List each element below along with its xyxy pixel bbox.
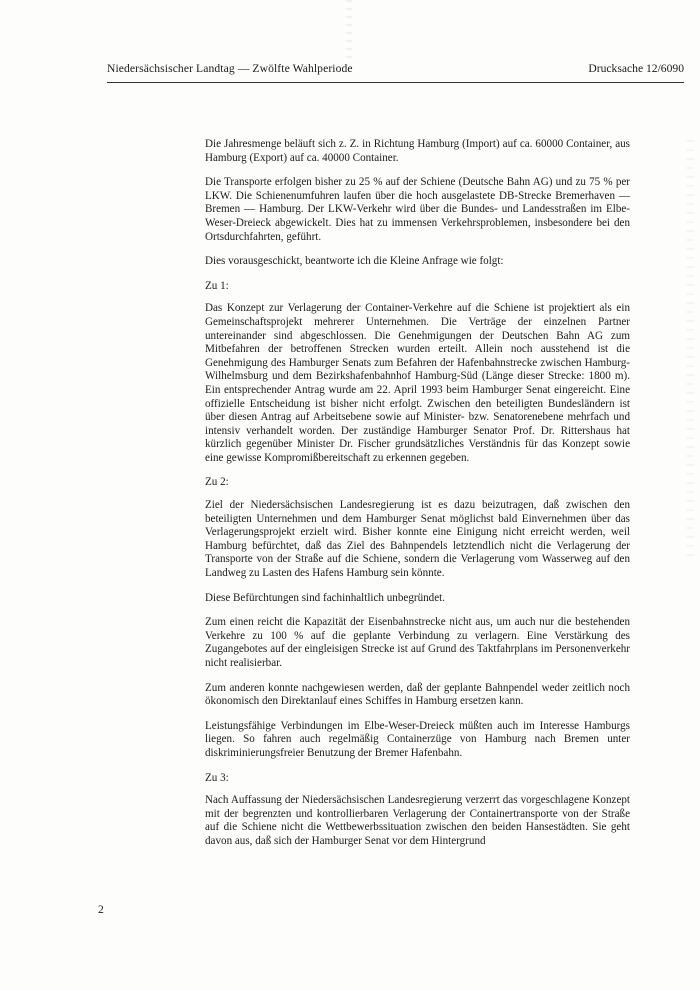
- page-number: 2: [98, 903, 104, 916]
- paragraph: Zum einen reicht die Kapazität der Eisenbahnstrecke nicht aus, um auch nur die bestehenden Verkehre zu 100 % auf die geplante Verbindung zu verlagern. Eine Verstärkung des Zugangebotes auf der eingleisigen Strecke ist auf Grund des Taktfahrplans im Personenverkehr nicht realisierbar.: [205, 616, 630, 669]
- paragraph: Die Transporte erfolgen bisher zu 25 % auf der Schiene (Deutsche Bahn AG) und zu 75 % per LKW. Die Schienenumfuhren laufen über die hoch ausgelastete DB-Strecke Bremerhaven — Bremen — Hamburg. Der LKW-Verkehr wird über die Bundes- und Landesstraßen im Elbe-Weser-Dreieck abgewickelt. Dies hat zu immensen Verkehrsproblemen, insbesondere bei den Ortsdurchfahrten, geführt.: [205, 176, 630, 243]
- header-document-number: Drucksache 12/6090: [588, 62, 684, 75]
- section-heading: Zu 1:: [205, 279, 229, 292]
- paragraph: Ziel der Niedersächsischen Landesregierung ist es dazu beizutragen, daß zwischen den beteiligten Unternehmen und dem Hamburger Senat möglichst bald Einvernehmen über das Verlagerungsprojekt erzielt wird. Bisher konnte eine Einigung nicht erreicht werden, weil Hamburg befürchtet, daß das Ziel des Bahnpendels letztendlich nicht die Verlagerung der Transporte von der Straße auf die Schiene, sondern die Verlagerung vom Wasserweg auf den Landweg zu Lasten des Hafens Hamburg sein könnte.: [205, 499, 630, 580]
- scan-artifact: [346, 0, 352, 60]
- document-body: [205, 138, 630, 860]
- section-heading: Zu 3:: [205, 771, 229, 784]
- scan-artifact: [686, 140, 694, 560]
- paragraph: Zum anderen konnte nachgewiesen werden, daß der geplante Bahnpendel weder zeitlich noch ökonomisch den Direktanlauf eines Schiffes in Hamburg ersetzen kann.: [205, 681, 630, 708]
- paragraph: Nach Auffassung der Niedersächsischen Landesregierung verzerrt das vorgeschlagene Konzept mit der begrenzten und kontrollierbaren Verlagerung der Containertransporte von der Straße auf die Schiene nicht die Wettbewerbssituation zwischen den beiden Hansestädten. Sie geht davon aus, daß sich der Hamburger Senat vor dem Hintergrund: [205, 794, 630, 847]
- section-heading: Zu 2:: [205, 476, 229, 489]
- paragraph: Dies vorausgeschickt, beantworte ich die Kleine Anfrage wie folgt:: [205, 255, 504, 268]
- page-header: [107, 62, 684, 86]
- header-rule: [107, 82, 684, 83]
- paragraph: Leistungsfähige Verbindungen im Elbe-Weser-Dreieck müßten auch im Interesse Hamburgs liegen. So fahren auch regelmäßig Containerzüge von Hamburg nach Bremen unter diskriminierungsfreier Benutzung der Bremer Hafenbahn.: [205, 719, 630, 759]
- paragraph: Die Jahresmenge beläuft sich z. Z. in Richtung Hamburg (Import) auf ca. 60000 Container, aus Hamburg (Export) auf ca. 40000 Container.: [205, 138, 630, 164]
- paragraph: Diese Befürchtungen sind fachinhaltlich unbegründet.: [205, 591, 445, 604]
- paragraph: Das Konzept zur Verlagerung der Container-Verkehre auf die Schiene ist projektiert als ein Gemeinschaftsprojekt mehrerer Unternehmen. Die Verträge der einzelnen Partner untereinander sind abgeschlossen. Die Genehmigungen der Deutschen Bahn AG zum Mitbefahren der betroffenen Strecken wurden erteilt. Allein noch ausstehend ist die Genehmigung des Hamburger Senats zum Befahren der Hafenbahnstrecke zwischen Hamburg-Wilhelmsburg und dem Bezirkshafenbahnhof Hamburg-Süd (Länge dieser Strecke: 1800 m). Ein entsprechender Antrag wurde am 22. April 1993 beim Hamburger Senat eingereicht. Eine offizielle Entscheidung ist bisher nicht erfolgt. Zwischen den beteiligten Bundesländern ist über diesen Antrag auf Arbeitsebene sowie auf Minister- bzw. Senatorenebene mehrfach und intensiv verhandelt worden. Der zuständige Hamburger Senator Prof. Dr. Rittershaus hat kürzlich gegenüber Minister Dr. Fischer grundsätzliches Verständnis für das Konzept sowie eine gewisse Kompromißbereitschaft zu erkennen gegeben.: [205, 302, 630, 464]
- header-parliament: Niedersächsischer Landtag — Zwölfte Wahlperiode: [107, 62, 353, 75]
